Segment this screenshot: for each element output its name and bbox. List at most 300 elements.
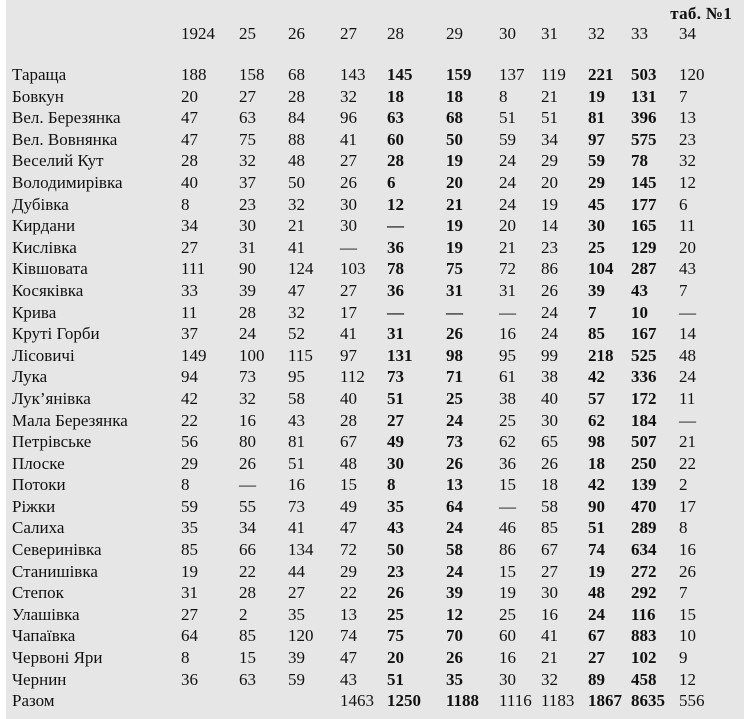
value-cell: 36 [387, 237, 404, 257]
value-cell: 42 [588, 475, 605, 495]
value-cell: 30 [541, 583, 558, 603]
value-cell: 38 [541, 367, 558, 387]
value-cell: 29 [181, 453, 198, 473]
value-cell: 27 [340, 280, 357, 300]
village-row [12, 474, 719, 496]
village-name: Тараща [12, 65, 67, 84]
value-cell: 41 [288, 237, 305, 257]
value-cell: 35 [387, 496, 404, 516]
value-cell: 31 [239, 237, 256, 257]
value-cell: 8 [181, 475, 190, 495]
value-cell: 63 [239, 669, 256, 689]
value-cell: 396 [631, 108, 657, 128]
value-cell: 25 [446, 388, 463, 408]
value-cell: 525 [631, 345, 657, 365]
document-page [6, 0, 744, 719]
value-cell: 9 [679, 648, 688, 668]
value-cell: 36 [499, 453, 516, 473]
value-cell: 80 [239, 432, 256, 452]
value-cell: 24 [446, 561, 463, 581]
value-cell: 19 [446, 237, 463, 257]
value-cell: 70 [446, 626, 463, 646]
value-cell: 66 [239, 540, 256, 560]
value-cell: 97 [340, 345, 357, 365]
value-cell: 14 [679, 324, 696, 344]
year-header-row [12, 20, 719, 48]
value-cell: 20 [679, 237, 696, 257]
value-cell: 15 [239, 648, 256, 668]
value-cell: 26 [541, 453, 558, 473]
total-label: Разом [12, 691, 55, 711]
value-cell: 35 [288, 604, 305, 624]
value-cell: 27 [387, 410, 404, 430]
value-cell: 32 [239, 151, 256, 171]
value-cell: 84 [288, 108, 305, 128]
village-name: Северинівка [12, 540, 102, 560]
value-cell: 58 [541, 496, 558, 516]
value-cell: — [387, 302, 404, 322]
value-cell: 103 [340, 259, 366, 279]
year-header-cell: 27 [340, 24, 357, 43]
year-header-cell: 25 [239, 24, 256, 43]
value-cell: 15 [499, 475, 516, 495]
value-cell: 336 [631, 367, 657, 387]
value-cell: 8 [387, 475, 396, 495]
value-cell: 100 [239, 345, 265, 365]
value-cell: 29 [541, 151, 558, 171]
village-row [12, 129, 719, 151]
value-cell: 50 [288, 172, 305, 192]
value-cell: 503 [631, 65, 657, 84]
village-row [12, 107, 719, 129]
value-cell: 507 [631, 432, 657, 452]
value-cell: 47 [340, 518, 357, 538]
village-name: Володимирівка [12, 172, 123, 192]
value-cell: 149 [181, 345, 207, 365]
value-cell: 27 [340, 151, 357, 171]
value-cell: 64 [181, 626, 198, 646]
value-cell: 25 [499, 410, 516, 430]
value-cell: 85 [181, 540, 198, 560]
village-name: Чапаївка [12, 626, 76, 646]
value-cell: 115 [288, 345, 313, 365]
value-cell: 20 [446, 172, 463, 192]
table-body [12, 64, 719, 712]
village-name: Крива [12, 302, 57, 322]
value-cell: 61 [499, 367, 516, 387]
value-cell: 8 [679, 518, 688, 538]
value-cell: 104 [588, 259, 614, 279]
village-name: Косяківка [12, 280, 84, 300]
value-cell: 24 [446, 518, 463, 538]
value-cell: 218 [588, 345, 614, 365]
value-cell: 1183 [541, 691, 575, 711]
village-name: Вел. Вовнянка [12, 129, 118, 149]
value-cell: 102 [631, 648, 657, 668]
value-cell: 137 [499, 65, 525, 84]
value-cell: 75 [387, 626, 404, 646]
value-cell: 20 [541, 172, 558, 192]
value-cell: 51 [588, 518, 605, 538]
village-name: Степок [12, 583, 64, 603]
village-row [12, 366, 719, 388]
village-row [12, 669, 719, 691]
value-cell: 12 [679, 669, 696, 689]
value-cell: 63 [239, 108, 256, 128]
village-row [12, 647, 719, 669]
value-cell: 26 [679, 561, 696, 581]
value-cell: 13 [679, 108, 696, 128]
village-row [12, 215, 719, 237]
value-cell: 1463 [340, 691, 374, 711]
value-cell: 29 [340, 561, 357, 581]
value-cell: 59 [588, 151, 605, 171]
value-cell: 78 [631, 151, 648, 171]
value-cell: 32 [679, 151, 696, 171]
value-cell: 16 [288, 475, 305, 495]
value-cell: 24 [679, 367, 696, 387]
value-cell: 60 [499, 626, 516, 646]
value-cell: — [446, 302, 463, 322]
value-cell: 19 [541, 194, 558, 214]
value-cell: 49 [340, 496, 357, 516]
value-cell: 43 [387, 518, 404, 538]
value-cell: 75 [446, 259, 463, 279]
village-row [12, 237, 719, 259]
value-cell: 37 [239, 172, 256, 192]
value-cell: 8635 [631, 691, 665, 711]
value-cell: 59 [288, 669, 305, 689]
value-cell: 86 [499, 540, 516, 560]
value-cell: 68 [288, 65, 305, 84]
value-cell: 111 [181, 259, 206, 279]
value-cell: 28 [288, 86, 305, 106]
value-cell: 120 [288, 626, 314, 646]
value-cell: 12 [387, 194, 404, 214]
value-cell: — [679, 410, 696, 430]
village-name: Веселий Кут [12, 151, 104, 171]
value-cell: 31 [387, 324, 404, 344]
value-cell: 64 [446, 496, 463, 516]
value-cell: 131 [631, 86, 657, 106]
value-cell: 75 [239, 129, 256, 149]
value-cell: 36 [387, 280, 404, 300]
value-cell: 98 [588, 432, 605, 452]
value-cell: 7 [588, 302, 597, 322]
village-name: Бовкун [12, 86, 64, 106]
data-table [12, 20, 719, 712]
value-cell: 221 [588, 65, 614, 84]
value-cell: 26 [446, 453, 463, 473]
value-cell: 12 [679, 172, 696, 192]
value-cell: 159 [446, 65, 472, 84]
value-cell: 51 [387, 388, 404, 408]
value-cell: 72 [499, 259, 516, 279]
value-cell: 21 [446, 194, 463, 214]
value-cell: 21 [541, 648, 558, 668]
value-cell: 188 [181, 65, 207, 84]
value-cell: — [239, 475, 256, 495]
value-cell: 139 [631, 475, 657, 495]
value-cell: — [499, 302, 516, 322]
value-cell: 556 [679, 691, 705, 711]
value-cell: 47 [340, 648, 357, 668]
value-cell: 86 [541, 259, 558, 279]
year-header-cell: 26 [288, 24, 305, 43]
value-cell: 11 [679, 388, 696, 408]
value-cell: 11 [181, 302, 198, 322]
value-cell: 16 [499, 648, 516, 668]
village-row [12, 539, 719, 561]
value-cell: 1250 [387, 691, 421, 711]
value-cell: 74 [340, 626, 357, 646]
village-row [12, 561, 719, 583]
value-cell: 12 [446, 604, 463, 624]
value-cell: 48 [288, 151, 305, 171]
value-cell: 32 [288, 194, 305, 214]
village-row [12, 345, 719, 367]
value-cell: 19 [446, 216, 463, 236]
value-cell: 47 [288, 280, 305, 300]
value-cell: 19 [588, 86, 605, 106]
value-cell: 29 [588, 172, 605, 192]
value-cell: 58 [446, 540, 463, 560]
value-cell: 27 [588, 648, 605, 668]
value-cell: 13 [340, 604, 357, 624]
value-cell: 289 [631, 518, 657, 538]
year-header-cell: 31 [541, 24, 558, 43]
value-cell: 25 [588, 237, 605, 257]
value-cell: 27 [541, 561, 558, 581]
value-cell: 13 [446, 475, 463, 495]
value-cell [181, 690, 239, 712]
value-cell: 19 [446, 151, 463, 171]
value-cell: 28 [387, 151, 404, 171]
village-name: Кирдани [12, 216, 76, 236]
value-cell: 14 [541, 216, 558, 236]
value-cell: 85 [588, 324, 605, 344]
village-name: Кислівка [12, 237, 77, 257]
value-cell: 27 [181, 604, 198, 624]
value-cell: 39 [446, 583, 463, 603]
value-cell: 90 [239, 259, 256, 279]
value-cell: 22 [679, 453, 696, 473]
village-name: Червоні Яри [12, 648, 103, 668]
year-header-cell: 29 [446, 24, 463, 43]
value-cell: 32 [340, 86, 357, 106]
value-cell: 95 [288, 367, 305, 387]
value-cell: 23 [541, 237, 558, 257]
value-cell: 119 [541, 65, 566, 84]
value-cell: 30 [340, 216, 357, 236]
value-cell: 26 [446, 648, 463, 668]
value-cell: 7 [679, 280, 688, 300]
village-row [12, 86, 719, 108]
village-name: Станишівка [12, 561, 98, 581]
value-cell: 67 [541, 540, 558, 560]
value-cell: 2 [679, 475, 688, 495]
value-cell: 31 [181, 583, 198, 603]
value-cell: 23 [239, 194, 256, 214]
value-cell: 18 [446, 86, 463, 106]
table-number-label: таб. №1 [670, 4, 732, 23]
value-cell: 27 [239, 86, 256, 106]
value-cell: 55 [239, 496, 256, 516]
value-cell: 34 [541, 129, 558, 149]
value-cell: 50 [387, 540, 404, 560]
value-cell: 78 [387, 259, 404, 279]
value-cell: 62 [499, 432, 516, 452]
value-cell: 62 [588, 410, 605, 430]
value-cell: 42 [181, 388, 198, 408]
village-name: Лісовичі [12, 345, 75, 365]
value-cell: 34 [239, 518, 256, 538]
value-cell: 31 [446, 280, 463, 300]
value-cell: 81 [588, 108, 605, 128]
value-cell: 250 [631, 453, 657, 473]
village-name: Круті Горби [12, 324, 100, 344]
value-cell: 67 [588, 626, 605, 646]
value-cell: 96 [340, 108, 357, 128]
value-cell: 30 [499, 669, 516, 689]
value-cell: 63 [387, 108, 404, 128]
value-cell: 51 [499, 108, 516, 128]
value-cell: 65 [541, 432, 558, 452]
value-cell: 45 [588, 194, 605, 214]
value-cell: 272 [631, 561, 657, 581]
value-cell: 26 [446, 324, 463, 344]
village-row [12, 625, 719, 647]
village-name: Ріжки [12, 496, 56, 516]
value-cell: 48 [679, 345, 696, 365]
value-cell: 97 [588, 129, 605, 149]
value-cell: 44 [288, 561, 305, 581]
value-cell: 470 [631, 496, 657, 516]
value-cell: 95 [499, 345, 516, 365]
value-cell: 8 [499, 86, 508, 106]
value-cell: 81 [288, 432, 305, 452]
value-cell: 145 [631, 172, 657, 192]
value-cell: 1188 [446, 691, 480, 711]
value-cell: 20 [387, 648, 404, 668]
value-cell: 25 [499, 604, 516, 624]
village-name: Плоске [12, 453, 65, 473]
village-name: Чернин [12, 669, 67, 689]
value-cell: 30 [340, 194, 357, 214]
value-cell: 6 [387, 172, 396, 192]
value-cell: — [387, 216, 404, 236]
village-row [12, 258, 719, 280]
value-cell: 26 [541, 280, 558, 300]
value-cell: 31 [499, 280, 516, 300]
value-cell: 30 [387, 453, 404, 473]
value-cell: 1867 [588, 691, 622, 711]
value-cell: 23 [679, 129, 696, 149]
value-cell: 112 [340, 367, 365, 387]
value-cell: 89 [588, 669, 605, 689]
value-cell: 85 [541, 518, 558, 538]
value-cell: 20 [181, 86, 198, 106]
value-cell: 7 [679, 583, 688, 603]
value-cell: 47 [181, 108, 198, 128]
value-cell: 72 [340, 540, 357, 560]
value-cell: 8 [181, 194, 190, 214]
value-cell: 27 [181, 237, 198, 257]
value-cell: 24 [239, 324, 256, 344]
value-cell: 57 [588, 388, 605, 408]
value-cell: 19 [181, 561, 198, 581]
value-cell: 41 [340, 129, 357, 149]
village-row [12, 280, 719, 302]
value-cell: 22 [239, 561, 256, 581]
village-name: Салиха [12, 518, 65, 538]
value-cell: 145 [387, 65, 413, 84]
value-cell: 39 [588, 280, 605, 300]
village-name: Дубівка [12, 194, 69, 214]
value-cell: 2 [239, 604, 248, 624]
village-name: Лук’янівка [12, 388, 91, 408]
value-cell: 24 [499, 172, 516, 192]
value-cell: 634 [631, 540, 657, 560]
value-cell: 17 [340, 302, 357, 322]
value-cell: 22 [181, 410, 198, 430]
village-row [12, 582, 719, 604]
value-cell: 49 [387, 432, 404, 452]
village-name: Потоки [12, 475, 66, 495]
village-row [12, 64, 719, 86]
value-cell: 43 [288, 410, 305, 430]
value-cell: 458 [631, 669, 657, 689]
value-cell: 28 [239, 302, 256, 322]
value-cell: 39 [239, 280, 256, 300]
value-cell: 24 [499, 194, 516, 214]
value-cell: 17 [679, 496, 696, 516]
value-cell: 19 [499, 583, 516, 603]
value-cell: 47 [181, 129, 198, 149]
value-cell: 51 [541, 108, 558, 128]
year-header-cell: 30 [499, 24, 516, 43]
value-cell: 24 [541, 324, 558, 344]
value-cell: 32 [288, 302, 305, 322]
value-cell: 42 [588, 367, 605, 387]
value-cell: 124 [288, 259, 314, 279]
value-cell: 56 [181, 432, 198, 452]
value-cell: 184 [631, 410, 657, 430]
village-row [12, 517, 719, 539]
value-cell: 21 [679, 432, 696, 452]
value-cell: 19 [588, 561, 605, 581]
value-cell: 177 [631, 194, 657, 214]
value-cell: 40 [541, 388, 558, 408]
value-cell: 158 [239, 65, 265, 84]
value-cell: 68 [446, 108, 463, 128]
value-cell: — [340, 237, 357, 257]
village-name: Мала Березянка [12, 410, 128, 430]
value-cell: 85 [239, 626, 256, 646]
year-header-cell: 32 [588, 24, 605, 43]
value-cell: 25 [387, 604, 404, 624]
value-cell [288, 690, 340, 712]
value-cell: 59 [499, 129, 516, 149]
village-row [12, 410, 719, 432]
value-cell: 26 [387, 583, 404, 603]
value-cell: 41 [340, 324, 357, 344]
value-cell: 50 [446, 129, 463, 149]
value-cell: 43 [340, 669, 357, 689]
value-cell: 52 [288, 324, 305, 344]
value-cell: 18 [541, 475, 558, 495]
value-cell: 37 [181, 324, 198, 344]
